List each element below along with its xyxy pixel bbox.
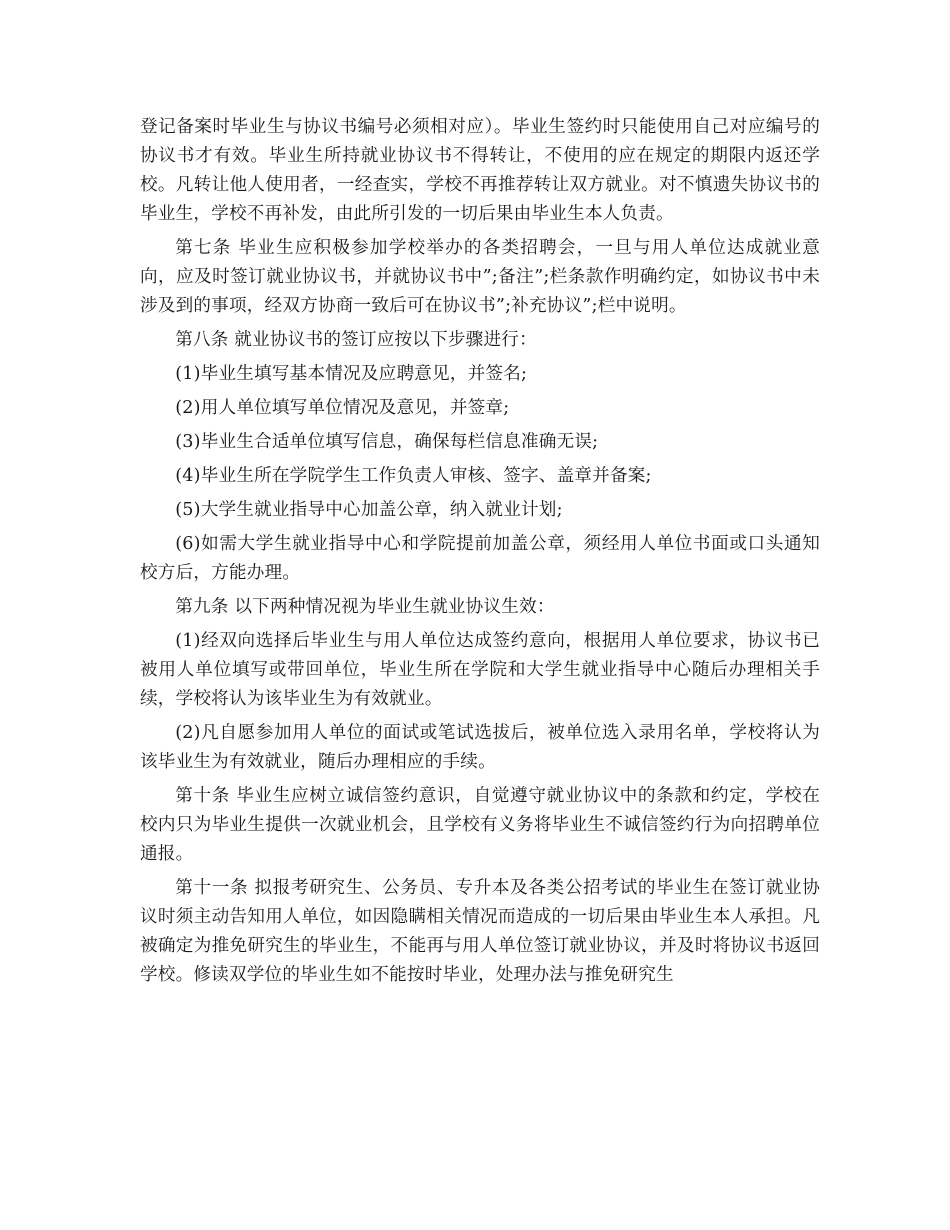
document-body (140, 113, 820, 990)
paragraph-continuation: 登记备案时毕业生与协议书编号必须相对应）。毕业生签约时只能使用自己对应编号的协议书才有效。毕业生所持就业协议书不得转让，不使用的应在规定的期限内返还学校。凡转让他人使用者，一经查实，学校不再推荐转让双方就业。对不慎遗失协议书的毕业生，学校不再补发，由此所引发的一切后果由毕业生本人负责。 (140, 117, 820, 224)
list-item-step-4: (4)毕业生所在学院学生工作负责人审核、签字、盖章并备案; (175, 466, 652, 486)
paragraph-article-10: 第十条 毕业生应树立诚信签约意识，自觉遵守就业协议中的条款和约定，学校在校内只为毕业生提供一次就业机会，且学校有义务将毕业生不诚信签约行为向招聘单位通报。 (140, 786, 820, 864)
list-item-step-6: (6)如需大学生就业指导中心和学院提前加盖公章，须经用人单位书面或口头通知校方后，方能办理。 (140, 534, 820, 583)
paragraph-article-7: 第七条 毕业生应积极参加学校举办的各类招聘会，一旦与用人单位达成就业意向，应及时签订就业协议书，并就协议书中”;备注”;栏条款作明确约定，如协议书中未涉及到的事项，经双方协商一致后可在协议书”;补充协议”;栏中说明。 (140, 238, 820, 316)
list-item-step-1: (1)毕业生填写基本情况及应聘意见，并签名; (175, 364, 528, 384)
list-item-condition-1: (1)经双向选择后毕业生与用人单位达成签约意向，根据用人单位要求，协议书已被用人单位填写或带回单位，毕业生所在学院和大学生就业指导中心随后办理相关手续，学校将认为该毕业生为有效就业。 (140, 631, 820, 709)
list-item-condition-2: (2)凡自愿参加用人单位的面试或笔试选拔后，被单位选入录用名单，学校将认为该毕业生为有效就业，随后办理相应的手续。 (140, 723, 820, 772)
list-item-step-3: (3)毕业生合适单位填写信息，确保每栏信息准确无误; (175, 432, 599, 452)
paragraph-article-8: 第八条 就业协议书的签订应按以下步骤进行： (175, 330, 537, 350)
list-item-step-2: (2)用人单位填写单位情况及意见，并签章; (175, 398, 510, 418)
list-item-step-5: (5)大学生就业指导中心加盖公章，纳入就业计划; (175, 500, 563, 520)
paragraph-article-9: 第九条 以下两种情况视为毕业生就业协议生效： (175, 597, 555, 617)
paragraph-article-11: 第十一条 拟报考研究生、公务员、专升本及各类公招考试的毕业生在签订就业协议时须主动告知用人单位，如因隐瞒相关情况而造成的一切后果由毕业生本人承担。凡被确定为推免研究生的毕业生，不能再与用人单位签订就业协议，并及时将协议书返回学校。修读双学位的毕业生如不能按时毕业，处理办法与推免研究生 (140, 878, 820, 985)
